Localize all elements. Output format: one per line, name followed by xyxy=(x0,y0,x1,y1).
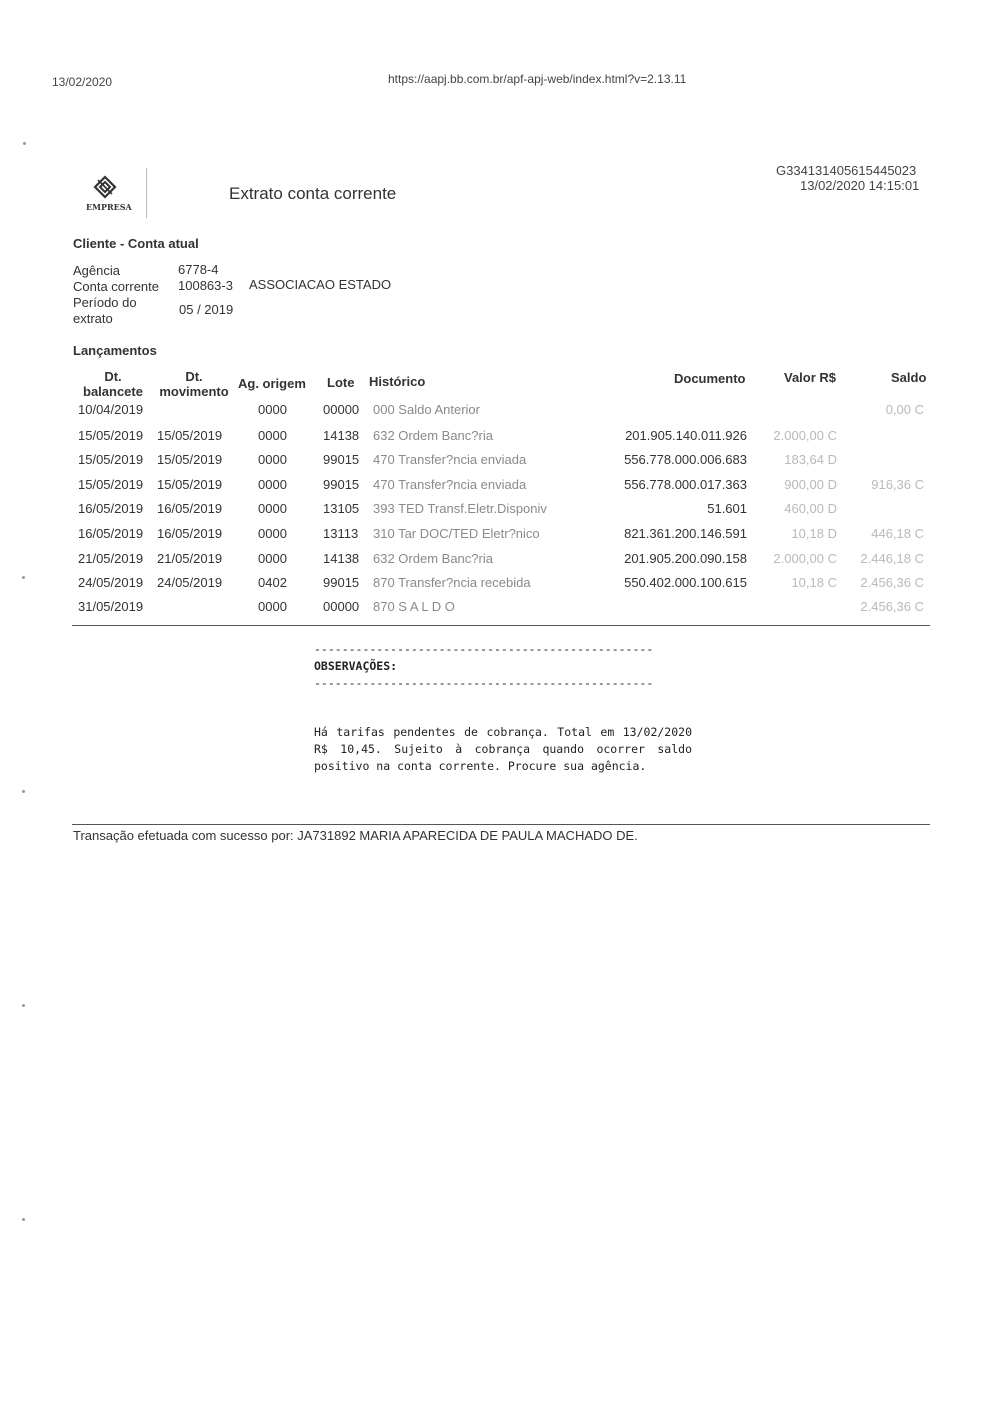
col-historico: Histórico xyxy=(369,374,426,389)
cell-historico: 470 Transfer?ncia enviada xyxy=(373,477,527,492)
obs-label: OBSERVAÇÕES: xyxy=(314,659,398,673)
cell-lote: 13113 xyxy=(323,526,359,541)
cell-historico: 870 Transfer?ncia recebida xyxy=(373,575,531,590)
cell-dt-balancete: 16/05/2019 xyxy=(78,501,144,516)
cell-ag-origem: 0000 xyxy=(258,526,287,541)
cell-lote: 99015 xyxy=(323,452,360,467)
cell-lote: 13105 xyxy=(323,501,360,516)
cell-dt-balancete: 15/05/2019 xyxy=(78,452,144,467)
cell-lote: 14138 xyxy=(323,551,360,566)
cell-historico: 632 Ordem Banc?ria xyxy=(373,428,493,443)
cell-dt-balancete: 15/05/2019 xyxy=(78,428,144,443)
cell-ag-origem: 0000 xyxy=(258,402,287,417)
conta-label: Conta corrente xyxy=(73,279,159,294)
cell-documento: 201.905.200.090.158 xyxy=(624,551,747,566)
cell-saldo: 0,00 C xyxy=(885,402,924,417)
obs-dashes-bottom: ------------------------------------------------- xyxy=(314,676,654,690)
cell-saldo: 446,18 C xyxy=(871,526,924,541)
cell-dt-movimento: 21/05/2019 xyxy=(157,551,223,566)
page-title: Extrato conta corrente xyxy=(229,184,397,203)
cell-ag-origem: 0000 xyxy=(258,452,287,467)
cell-dt-movimento: 15/05/2019 xyxy=(157,452,223,467)
cell-valor: 2.000,00 C xyxy=(773,428,837,443)
cell-valor: 460,00 D xyxy=(784,501,837,516)
cell-dt-movimento: 16/05/2019 xyxy=(157,501,223,516)
footer-text: Transação efetuada com sucesso por: JA731892 MARIA APARECIDA DE PAULA MACHADO DE. xyxy=(73,828,638,843)
col-dt-movimento-line2: movimento xyxy=(159,384,229,399)
cell-documento: 51.601 xyxy=(707,501,747,516)
cell-historico: 310 Tar DOC/TED Eletr?nico xyxy=(373,526,540,541)
transaction-datetime: 13/02/2020 14:15:01 xyxy=(800,178,920,193)
conta-value: 100863-3 xyxy=(178,278,233,293)
cell-ag-origem: 0000 xyxy=(258,551,287,566)
cell-ag-origem: 0000 xyxy=(258,477,287,492)
cell-valor: 183,64 D xyxy=(784,452,837,467)
cell-documento: 556.778.000.006.683 xyxy=(624,452,747,467)
col-ag-origem: Ag. origem xyxy=(238,376,306,391)
cell-ag-origem: 0000 xyxy=(258,599,287,614)
scan-speck xyxy=(22,1218,25,1221)
cell-ag-origem: 0402 xyxy=(258,575,287,590)
agencia-value: 6778-4 xyxy=(178,262,219,277)
col-valor: Valor R$ xyxy=(784,370,837,385)
cell-lote: 00000 xyxy=(323,402,360,417)
cell-historico: 393 TED Transf.Eletr.Disponiv xyxy=(373,501,547,516)
cell-valor: 10,18 C xyxy=(791,575,837,590)
cell-dt-movimento: 16/05/2019 xyxy=(157,526,223,541)
scan-speck xyxy=(23,142,26,145)
col-lote: Lote xyxy=(327,375,355,390)
cell-saldo: 2.456,36 C xyxy=(860,599,924,614)
col-dt-balancete-line1: Dt. xyxy=(104,369,122,384)
cell-dt-movimento: 15/05/2019 xyxy=(157,477,223,492)
col-saldo: Saldo xyxy=(891,370,927,385)
cell-lote: 00000 xyxy=(323,599,360,614)
cell-valor: 2.000,00 C xyxy=(773,551,837,566)
print-url: https://aapj.bb.com.br/apf-apj-web/index.html?v=2.13.11 xyxy=(388,72,687,86)
cell-saldo: 2.446,18 C xyxy=(860,551,924,566)
cell-dt-balancete: 21/05/2019 xyxy=(78,551,144,566)
cell-dt-balancete: 16/05/2019 xyxy=(78,526,144,541)
cell-lote: 99015 xyxy=(323,575,360,590)
cell-valor: 10,18 D xyxy=(791,526,837,541)
footer-rule xyxy=(72,824,930,825)
cell-lote: 14138 xyxy=(323,428,360,443)
bank-logo xyxy=(62,168,147,218)
cell-dt-balancete: 15/05/2019 xyxy=(78,477,144,492)
print-date: 13/02/2020 xyxy=(52,75,113,89)
cell-dt-movimento: 24/05/2019 xyxy=(157,575,223,590)
conta-name: ASSOCIACAO ESTADO xyxy=(249,277,392,292)
col-dt-balancete-line2: balancete xyxy=(83,384,143,399)
cell-historico: 870 S A L D O xyxy=(373,599,455,614)
lancamentos-title: Lançamentos xyxy=(73,343,157,358)
cell-documento: 201.905.140.011.926 xyxy=(625,428,747,443)
cell-dt-balancete: 24/05/2019 xyxy=(78,575,144,590)
scan-speck xyxy=(22,1004,25,1007)
cell-dt-movimento: 15/05/2019 xyxy=(157,428,223,443)
logo-text: EMPRESA xyxy=(86,202,132,212)
col-dt-movimento xyxy=(155,369,233,399)
cell-valor: 900,00 D xyxy=(784,477,837,492)
cell-saldo: 2.456,36 C xyxy=(860,575,924,590)
periodo-label-2: extrato xyxy=(73,311,113,326)
scan-speck xyxy=(22,576,25,579)
table-bottom-rule xyxy=(72,625,930,626)
agencia-label: Agência xyxy=(73,263,120,278)
cell-saldo: 916,36 C xyxy=(871,477,924,492)
cell-documento: 550.402.000.100.615 xyxy=(624,575,747,590)
obs-dashes-top: ------------------------------------------------- xyxy=(314,642,654,656)
obs-text: Há tarifas pendentes de cobrança. Total em 13/02/2020 R$ 10,45. Sujeito à cobrança quando ocorrer saldo positivo na conta corrente. Procure sua agência. xyxy=(314,725,692,773)
col-dt-movimento-line1: Dt. xyxy=(185,369,203,384)
periodo-label-1: Período do xyxy=(73,295,137,310)
cell-dt-balancete: 31/05/2019 xyxy=(78,599,144,614)
transaction-code: G334131405615445023 xyxy=(776,163,917,178)
cell-ag-origem: 0000 xyxy=(258,428,287,443)
col-dt-balancete xyxy=(78,369,148,399)
cell-dt-balancete: 10/04/2019 xyxy=(78,402,144,417)
cell-historico: 632 Ordem Banc?ria xyxy=(373,551,493,566)
cell-documento: 556.778.000.017.363 xyxy=(624,477,747,492)
cell-historico: 000 Saldo Anterior xyxy=(373,402,480,417)
scan-speck xyxy=(22,790,25,793)
client-section-title: Cliente - Conta atual xyxy=(73,236,199,251)
periodo-value: 05 / 2019 xyxy=(179,302,234,317)
col-documento: Documento xyxy=(674,371,746,386)
cell-ag-origem: 0000 xyxy=(258,501,287,516)
cell-lote: 99015 xyxy=(323,477,360,492)
cell-documento: 821.361.200.146.591 xyxy=(624,526,747,541)
bank-logo-icon xyxy=(92,174,118,200)
cell-historico: 470 Transfer?ncia enviada xyxy=(373,452,527,467)
